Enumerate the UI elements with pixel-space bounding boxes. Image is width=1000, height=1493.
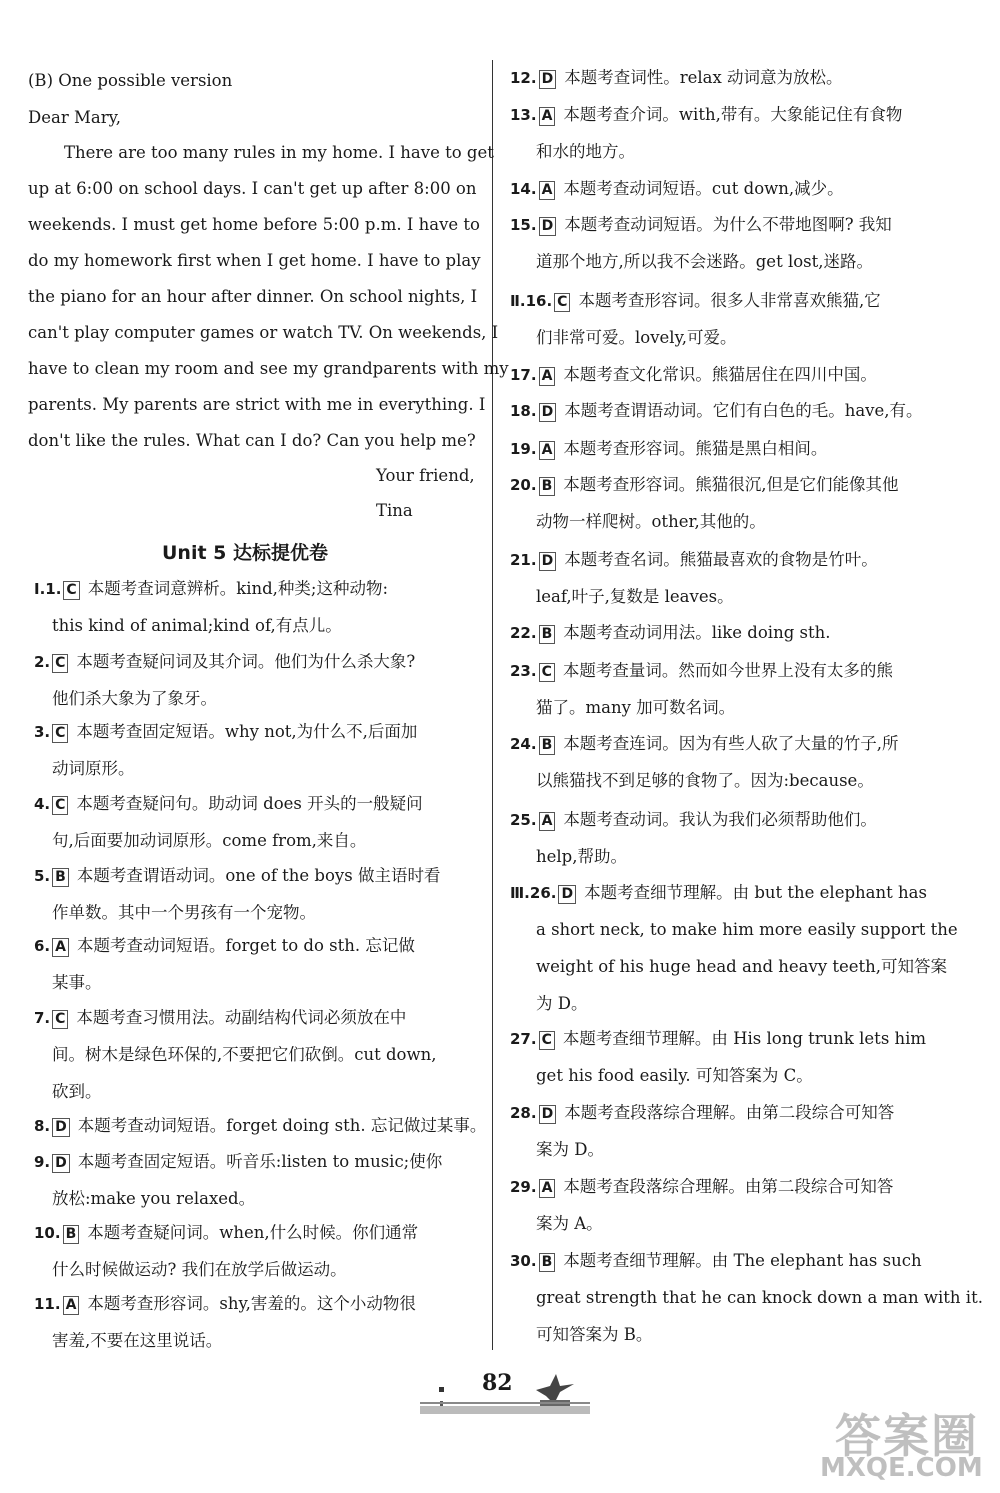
letter-signature: Tina	[376, 501, 413, 520]
answer-letter: B	[539, 625, 556, 644]
right-answer-item	[510, 733, 899, 755]
explanation-continuation: 作单数。其中一个男孩有一个宠物。	[52, 903, 316, 922]
explanation-continuation: 道那个地方,所以我不会迷路。get lost,迷路。	[536, 252, 874, 271]
question-number: 14.	[510, 180, 537, 198]
question-number: Ⅱ.16.	[510, 292, 553, 310]
right-answer-item	[510, 474, 899, 496]
explanation-text: 本题考查形容词。很多人非常喜欢熊猫,它	[578, 291, 881, 310]
question-number: Ⅲ.26.	[510, 884, 557, 902]
letter-line: can't play computer games or watch TV. On weekends, I	[28, 323, 499, 342]
right-answer-item	[510, 1028, 926, 1050]
explanation-continuation: leaf,叶子,复数是 leaves。	[536, 587, 734, 606]
letter-line: don't like the rules. What can I do? Can you help me?	[28, 431, 476, 450]
question-number: 2.	[34, 653, 51, 671]
explanation-continuation: 什么时候做运动? 我们在放学后做运动。	[52, 1260, 347, 1279]
question-number: 27.	[510, 1030, 537, 1048]
explanation-text: 本题考查动词短语。forget to do sth. 忘记做	[76, 936, 415, 955]
question-number: 13.	[510, 106, 537, 124]
explanation-text: 本题考查动词。我认为我们必须帮助他们。	[563, 810, 877, 829]
question-number: 8.	[34, 1117, 51, 1135]
explanation-continuation: 们非常可爱。lovely,可爱。	[536, 328, 737, 347]
explanation-continuation: 为 D。	[536, 994, 588, 1013]
question-number: 7.	[34, 1009, 51, 1027]
explanation-text: 本题考查疑问词。when,什么时候。你们通常	[87, 1223, 419, 1242]
right-answer-item	[510, 1102, 894, 1124]
letter-line: parents. My parents are strict with me in everything. I	[28, 395, 486, 414]
left-answer-item	[34, 578, 388, 600]
explanation-continuation: 害羞,不要在这里说话。	[52, 1331, 223, 1350]
explanation-text: 本题考查谓语动词。它们有白色的毛。have,有。	[564, 401, 923, 420]
right-answer-item	[510, 438, 827, 460]
question-number: 29.	[510, 1178, 537, 1196]
right-answer-item	[510, 882, 927, 904]
answer-letter: D	[539, 403, 557, 422]
answer-letter: C	[539, 1031, 555, 1050]
explanation-continuation: 间。树木是绿色环保的,不要把它们砍倒。cut down,	[52, 1045, 437, 1064]
left-answer-item	[34, 865, 440, 887]
answer-letter: A	[63, 1296, 80, 1315]
answer-letter: D	[52, 1154, 70, 1173]
explanation-text: 本题考查细节理解。由 His long trunk lets him	[562, 1029, 927, 1048]
explanation-text: 本题考查谓语动词。one of the boys 做主语时看	[76, 866, 441, 885]
explanation-text: 本题考查疑问词及其介词。他们为什么杀大象?	[76, 652, 416, 671]
explanation-text: 本题考查连词。因为有些人砍了大量的竹子,所	[563, 734, 899, 753]
letter-version-label: (B) One possible version	[28, 71, 233, 90]
left-answer-item	[34, 1151, 442, 1173]
explanation-continuation: 案为 D。	[536, 1140, 604, 1159]
explanation-text: 本题考查细节理解。由 but the elephant has	[584, 883, 927, 902]
explanation-text: 本题考查动词短语。为什么不带地图啊? 我知	[564, 215, 892, 234]
explanation-text: 本题考查固定短语。听音乐:listen to music;使你	[77, 1152, 443, 1171]
answer-letter: D	[539, 217, 557, 236]
explanation-continuation: a short neck, to make him more easily support the	[536, 920, 958, 939]
right-answer-item	[510, 290, 881, 312]
answer-letter: A	[539, 441, 556, 460]
answer-letter: C	[52, 796, 68, 815]
right-answer-item	[510, 809, 877, 831]
left-answer-item	[34, 721, 417, 743]
question-number: 20.	[510, 476, 537, 494]
explanation-continuation: weight of his huge head and heavy teeth,可知答案	[536, 957, 948, 976]
left-answer-item	[34, 1115, 486, 1137]
explanation-continuation: 和水的地方。	[536, 142, 635, 161]
letter-line: up at 6:00 on school days. I can't get up after 8:00 on	[28, 179, 477, 198]
watermark-url: MXQE.COM	[820, 1453, 983, 1483]
explanation-continuation: help,帮助。	[536, 847, 627, 866]
explanation-continuation: get his food easily. 可知答案为 C。	[536, 1066, 813, 1085]
question-number: 3.	[34, 723, 51, 741]
explanation-text: 本题考查量词。然而如今世界上没有太多的熊	[562, 661, 893, 680]
answer-letter: D	[539, 1105, 557, 1124]
question-number: 28.	[510, 1104, 537, 1122]
question-number: 9.	[34, 1153, 51, 1171]
answer-letter: B	[539, 1253, 556, 1272]
letter-line: do my homework first when I get home. I have to play	[28, 251, 481, 270]
answer-letter: B	[539, 736, 556, 755]
letter-line: There are too many rules in my home. I have to get	[64, 143, 494, 162]
right-answer-item	[510, 104, 902, 126]
left-answer-item	[34, 1222, 418, 1244]
question-number: 25.	[510, 811, 537, 829]
answer-letter: B	[63, 1225, 80, 1244]
question-number: Ⅰ.1.	[34, 580, 62, 598]
explanation-continuation: 动物一样爬树。other,其他的。	[536, 512, 766, 531]
question-number: 19.	[510, 440, 537, 458]
question-number: 18.	[510, 402, 537, 420]
answer-letter: A	[52, 938, 69, 957]
answer-letter: C	[63, 581, 79, 600]
explanation-text: 本题考查疑问句。助动词 does 开头的一般疑问	[76, 794, 423, 813]
letter-line: the piano for an hour after dinner. On school nights, I	[28, 287, 478, 306]
explanation-text: 本题考查段落综合理解。由第二段综合可知答	[564, 1103, 895, 1122]
answer-letter: A	[539, 367, 556, 386]
answer-letter: A	[539, 812, 556, 831]
answer-letter: C	[52, 724, 68, 743]
question-number: 22.	[510, 624, 537, 642]
right-answer-item	[510, 178, 844, 200]
explanation-continuation: great strength that he can knock down a man with it.	[536, 1288, 983, 1307]
question-number: 24.	[510, 735, 537, 753]
right-answer-item	[510, 549, 878, 571]
question-number: 11.	[34, 1295, 61, 1313]
explanation-text: 本题考查名词。熊猫最喜欢的食物是竹叶。	[564, 550, 878, 569]
left-answer-item	[34, 1293, 416, 1315]
question-number: 10.	[34, 1224, 61, 1242]
right-answer-item	[510, 364, 877, 386]
explanation-text: 本题考查习惯用法。动副结构代词必须放在中	[76, 1008, 407, 1027]
question-number: 17.	[510, 366, 537, 384]
explanation-text: 本题考查形容词。熊猫很沉,但是它们能像其他	[563, 475, 899, 494]
answer-letter: A	[539, 107, 556, 126]
answer-letter: A	[539, 181, 556, 200]
letter-closing: Your friend,	[376, 466, 475, 485]
answer-letter: C	[52, 654, 68, 673]
explanation-text: 本题考查形容词。shy,害羞的。这个小动物很	[87, 1294, 416, 1313]
explanation-continuation: 放松:make you relaxed。	[52, 1189, 256, 1208]
footer-decorative-band	[420, 1398, 590, 1420]
explanation-text: 本题考查介词。with,带有。大象能记住有食物	[563, 105, 903, 124]
question-number: 23.	[510, 662, 537, 680]
explanation-text: 本题考查动词用法。like doing sth.	[563, 623, 831, 642]
answer-letter: D	[52, 1118, 70, 1137]
right-answer-item	[510, 67, 843, 89]
explanation-continuation: 句,后面要加动词原形。come from,来自。	[52, 831, 367, 850]
right-answer-item	[510, 1176, 893, 1198]
explanation-continuation: 案为 A。	[536, 1214, 603, 1233]
explanation-continuation: 猫了。many 加可数名词。	[536, 698, 736, 717]
left-answer-item	[34, 793, 423, 815]
watermark-title: 答案圈	[835, 1409, 979, 1463]
explanation-text: 本题考查动词短语。forget doing sth. 忘记做过某事。	[77, 1116, 487, 1135]
explanation-continuation: 砍到。	[52, 1082, 102, 1101]
answer-letter: B	[539, 477, 556, 496]
explanation-text: 本题考查文化常识。熊猫居住在四川中国。	[563, 365, 877, 384]
answer-letter: B	[52, 868, 69, 887]
explanation-text: 本题考查词性。relax 动词意为放松。	[564, 68, 843, 87]
letter-line: have to clean my room and see my grandparents with my	[28, 359, 509, 378]
right-answer-item	[510, 400, 923, 422]
explanation-continuation: this kind of animal;kind of,有点儿。	[52, 616, 342, 635]
question-number: 12.	[510, 69, 537, 87]
answer-letter: C	[52, 1010, 68, 1029]
question-number: 6.	[34, 937, 51, 955]
unit-title: Unit 5 达标提优卷	[162, 542, 328, 564]
explanation-continuation: 以熊猫找不到足够的食物了。因为:because。	[536, 771, 874, 790]
question-number: 4.	[34, 795, 51, 813]
answer-letter: C	[539, 663, 555, 682]
question-number: 15.	[510, 216, 537, 234]
explanation-continuation: 某事。	[52, 973, 102, 992]
left-answer-item	[34, 651, 415, 673]
left-answer-item	[34, 1007, 406, 1029]
letter-line: weekends. I must get home before 5:00 p.m. I have to	[28, 215, 480, 234]
explanation-text: 本题考查动词短语。cut down,减少。	[563, 179, 844, 198]
explanation-continuation: 动词原形。	[52, 759, 135, 778]
page-number: 82	[482, 1370, 513, 1396]
explanation-text: 本题考查细节理解。由 The elephant has such	[563, 1251, 922, 1270]
left-answer-item	[34, 935, 415, 957]
right-answer-item	[510, 1250, 922, 1272]
letter-greeting: Dear Mary,	[28, 108, 121, 127]
explanation-text: 本题考查形容词。熊猫是黑白相间。	[563, 439, 828, 458]
explanation-text: 本题考查词意辨析。kind,种类;这种动物:	[87, 579, 389, 598]
explanation-continuation: 可知答案为 B。	[536, 1325, 653, 1344]
question-number: 30.	[510, 1252, 537, 1270]
answer-letter: D	[539, 70, 557, 89]
right-answer-item	[510, 622, 831, 644]
answer-letter: D	[558, 885, 576, 904]
answer-letter: A	[539, 1179, 556, 1198]
column-divider	[492, 60, 493, 1350]
answer-letter: D	[539, 552, 557, 571]
right-answer-item	[510, 660, 893, 682]
answer-letter: C	[554, 293, 570, 312]
question-number: 21.	[510, 551, 537, 569]
explanation-text: 本题考查段落综合理解。由第二段综合可知答	[563, 1177, 894, 1196]
explanation-text: 本题考查固定短语。why not,为什么不,后面加	[76, 722, 418, 741]
explanation-continuation: 他们杀大象为了象牙。	[52, 689, 217, 708]
right-answer-item	[510, 214, 892, 236]
question-number: 5.	[34, 867, 51, 885]
